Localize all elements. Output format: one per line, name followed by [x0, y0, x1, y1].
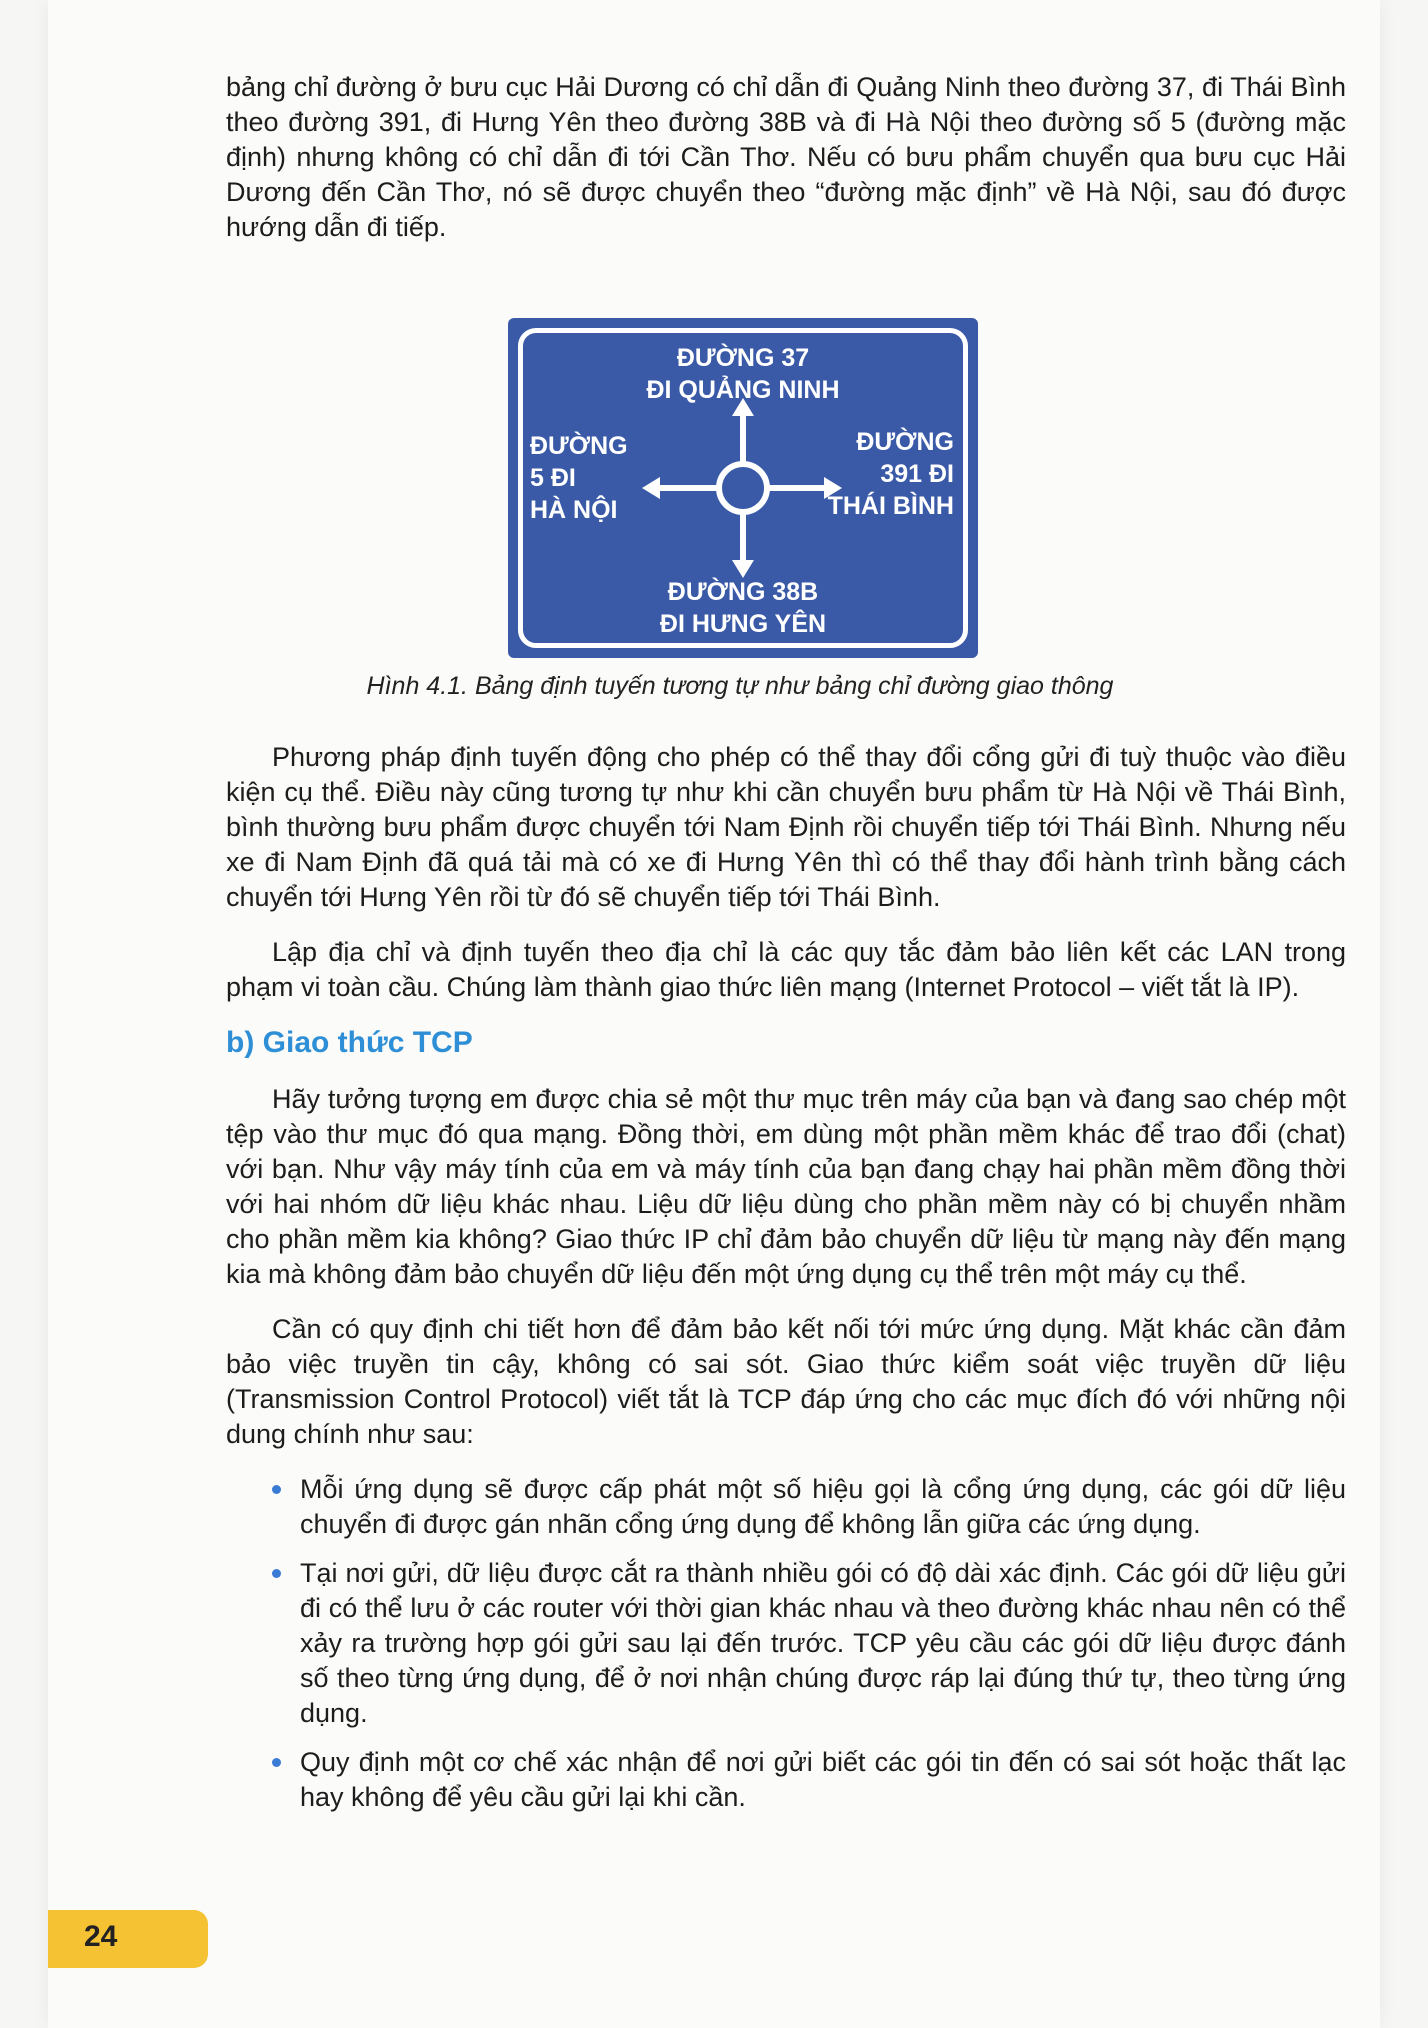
dynamic-routing-paragraph: Phương pháp định tuyến động cho phép có thể thay đổi cổng gửi đi tuỳ thuộc vào điều kiện cụ thể. Điều này cũng tương tự như khi cần chuyển bưu phẩm từ Hà Nội về Thái Bình, bình thường bưu phẩm được chuyển tới Nam Định rồi chuyển tiếp tới Thái Bình. Nhưng nếu xe đi Nam Định đã quá tải mà có xe đi Hưng Yên thì có thể thay đổi hành trình bằng cách chuyển tới Hưng Yên rồi từ đó sẽ chuyển tiếp tới Thái Bình. — [226, 742, 1346, 912]
main-text-block — [226, 740, 1346, 1829]
sign-left-label — [530, 430, 650, 526]
sign-right-label — [824, 426, 954, 522]
ip-summary-paragraph: Lập địa chỉ và định tuyến theo địa chỉ là các quy tắc đảm bảo liên kết các LAN trong phạm vi toàn cầu. Chúng làm thành giao thức liên mạng (Internet Protocol – viết tắt là IP). — [226, 937, 1346, 1002]
road-sign — [508, 318, 978, 658]
section-heading-tcp: b) Giao thức TCP — [226, 1026, 473, 1059]
page-number-tab — [48, 1910, 208, 1968]
sign-bottom-line-1: ĐƯỜNG 38B — [667, 578, 819, 606]
sign-bottom-label — [608, 576, 878, 640]
routing-sign-figure — [508, 318, 978, 658]
tcp-bullet-list — [226, 1472, 1346, 1815]
sign-right-line-3: THÁI BÌNH — [827, 492, 954, 520]
list-item: Tại nơi gửi, dữ liệu được cắt ra thành nhiều gói có độ dài xác định. Các gói dữ liệu gửi đi có thể lưu ở các router với thời gian khác nhau và theo đường khác nhau nên có thể xảy ra trường hợp gói gửi sau lại đến trước. TCP yêu cầu các gói dữ liệu được đánh số theo từng ứng dụng, để ở nơi nhận chúng được ráp lại đúng thứ tự, theo từng ứng dụng. — [272, 1556, 1346, 1731]
sign-right-line-1: ĐƯỜNG — [856, 428, 954, 456]
intro-paragraph: bảng chỉ đường ở bưu cục Hải Dương có chỉ dẫn đi Quảng Ninh theo đường 37, đi Thái Bình theo đường 391, đi Hưng Yên theo đường 38B và đi Hà Nội theo đường số 5 (đường mặc định) nhưng không có chỉ dẫn đi tới Cần Thơ. Nếu có bưu phẩm chuyển qua bưu cục Hải Dương đến Cần Thơ, nó sẽ được chuyển theo “đường mặc định” về Hà Nội, sau đó được hướng dẫn đi tiếp. — [226, 72, 1346, 242]
tcp-paragraph-2: Cần có quy định chi tiết hơn để đảm bảo kết nối tới mức ứng dụng. Mặt khác cần đảm bảo việc truyền tin cậy, không có sai sót. Giao thức kiểm soát việc truyền dữ liệu (Transmission Control Protocol) viết tắt là TCP đáp ứng cho các mục đích đó với những nội dung chính như sau: — [226, 1314, 1346, 1449]
list-item: Quy định một cơ chế xác nhận để nơi gửi biết các gói tin đến có sai sót hoặc thất lạc hay không để yêu cầu gửi lại khi cần. — [272, 1745, 1346, 1815]
sign-left-line-1: ĐƯỜNG — [530, 432, 628, 460]
sign-right-line-2: 391 ĐI — [880, 460, 954, 488]
figure-caption: Hình 4.1. Bảng định tuyến tương tự như bảng chỉ đường giao thông — [366, 672, 1114, 700]
page-number: 24 — [84, 1920, 118, 1953]
sign-bottom-line-2: ĐI HƯNG YÊN — [659, 610, 827, 638]
list-item: Mỗi ứng dụng sẽ được cấp phát một số hiệu gọi là cổng ứng dụng, các gói dữ liệu chuyển đi được gán nhãn cổng ứng dụng để không lẫn giữa các ứng dụng. — [272, 1472, 1346, 1542]
sign-left-line-2: 5 ĐI — [530, 464, 576, 492]
sign-top-line-1: ĐƯỜNG 37 — [676, 344, 810, 372]
sign-top-label — [608, 342, 878, 406]
sign-left-line-3: HÀ NỘI — [530, 496, 618, 524]
sign-top-line-2: ĐI QUẢNG NINH — [646, 376, 840, 404]
intro-block — [226, 70, 1346, 263]
tcp-paragraph-1: Hãy tưởng tượng em được chia sẻ một thư mục trên máy của bạn và đang sao chép một tệp vào thư mục đó qua mạng. Đồng thời, em dùng một phần mềm khác để trao đổi (chat) với bạn. Như vậy máy tính của em và máy tính của bạn đang chạy hai phần mềm đồng thời với hai nhóm dữ liệu khác nhau. Liệu dữ liệu dùng cho phần mềm này có bị chuyển nhầm cho phần mềm kia không? Giao thức IP chỉ đảm bảo chuyển dữ liệu từ mạng này đến mạng kia mà không đảm bảo chuyển dữ liệu đến một ứng dụng cụ thể trên một máy cụ thể. — [226, 1084, 1346, 1289]
